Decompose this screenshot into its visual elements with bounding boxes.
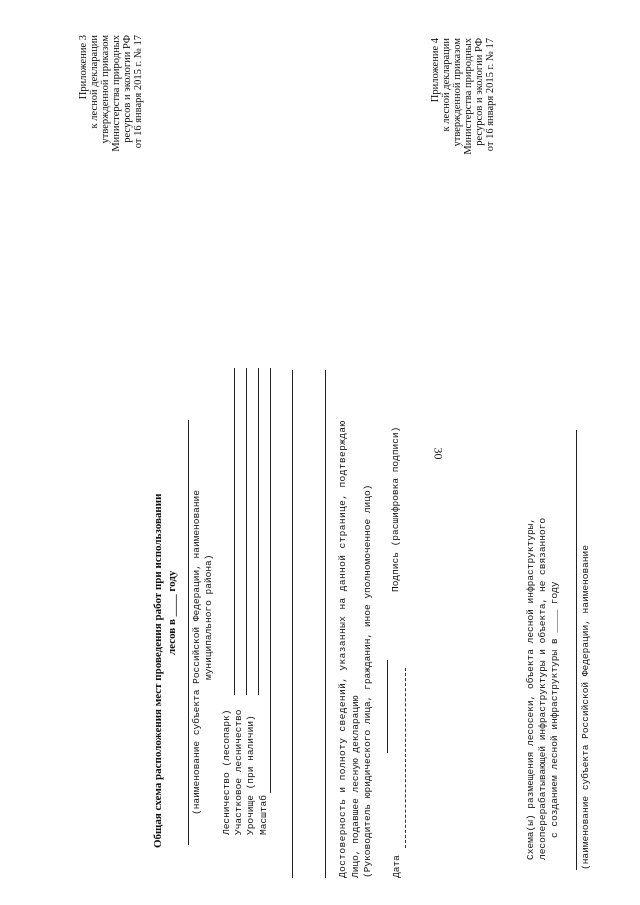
form3-map-area-rule bbox=[292, 370, 293, 878]
form3-field-tract-line[interactable] bbox=[258, 368, 259, 695]
form3-title-line1: Общая схема расположения мест проведения работ при использовании bbox=[152, 493, 164, 848]
form3-field-tract: Урочище (при наличии) bbox=[245, 715, 256, 835]
form4-title-line2: лесоперерабатывающей инфраструктуры и объекта, не связанного bbox=[537, 517, 548, 860]
form4-subject-rule bbox=[576, 430, 577, 870]
form3-map-area-rule bbox=[325, 370, 326, 878]
form3-field-district: Участковое лесничество bbox=[233, 709, 244, 835]
appendix-3-line: от 16 января 2015 г. № 17 bbox=[133, 35, 144, 149]
appendix-3-line: ресурсов и экологии РФ bbox=[122, 35, 133, 143]
appendix-3-stamp bbox=[78, 35, 144, 165]
appendix-4-line: ресурсов и экологии РФ bbox=[474, 38, 485, 146]
form3-field-scale: Масштаб bbox=[258, 795, 269, 835]
form3-field-forestry: Лесничество (лесопарк) bbox=[221, 709, 232, 835]
appendix-3-line: Министерства природных bbox=[111, 35, 122, 152]
form3-date-label: Дата bbox=[391, 855, 402, 878]
form4-subject-hint-1: (наименование субъекта Российской Федерации, наименование bbox=[580, 545, 591, 870]
form3-subject-hint-2: муниципального района) bbox=[203, 554, 214, 680]
form3-signature-line[interactable] bbox=[387, 660, 388, 753]
appendix-4-line: Приложение 4 bbox=[430, 38, 441, 103]
appendix-3-line: к лесной декларации bbox=[89, 35, 100, 129]
page-number: 30 bbox=[431, 447, 446, 460]
appendix-3-line: Приложение 3 bbox=[78, 35, 89, 100]
form3-field-scale-line[interactable] bbox=[270, 368, 271, 793]
form3-signature-hint: Подпись (расшифровка подписи) bbox=[390, 426, 401, 592]
form3-subject-hint-1: (наименование субъекта Российской Федерации, наименование bbox=[191, 490, 202, 815]
form3-subject-rule bbox=[188, 420, 189, 845]
form3-cert-line3: (Руководитель юридического лица, гражданин, иное уполномоченное лицо) bbox=[362, 484, 373, 878]
form4-title-line3: с созданием лесной инфраструктуры в ____ году bbox=[549, 581, 560, 838]
form3-date-line[interactable] bbox=[405, 668, 406, 848]
form3-field-district-line[interactable] bbox=[246, 368, 247, 695]
appendix-3-line: утвержденной приказом bbox=[100, 35, 111, 144]
form3-field-forestry-line[interactable] bbox=[234, 368, 235, 695]
form3-cert-line2: Лицо, подавшее лесную декларацию bbox=[350, 695, 361, 878]
appendix-4-line: Министерства природных bbox=[463, 38, 474, 155]
appendix-4-line: от 16 января 2015 г. № 17 bbox=[485, 38, 496, 152]
form4-title-line1: Схема(ы) размещения лесосеки, объекта лесной инфраструктуры, bbox=[525, 517, 536, 860]
appendix-4-line: утвержденной приказом bbox=[452, 38, 463, 147]
form3-cert-line1: Достоверность и полноту сведений, указанных на данной странице, подтверждаю bbox=[337, 420, 348, 878]
appendix-4-stamp bbox=[430, 38, 496, 168]
form3-title-line2: лесов в ____ году bbox=[166, 570, 178, 655]
appendix-4-line: к лесной декларации bbox=[441, 38, 452, 132]
